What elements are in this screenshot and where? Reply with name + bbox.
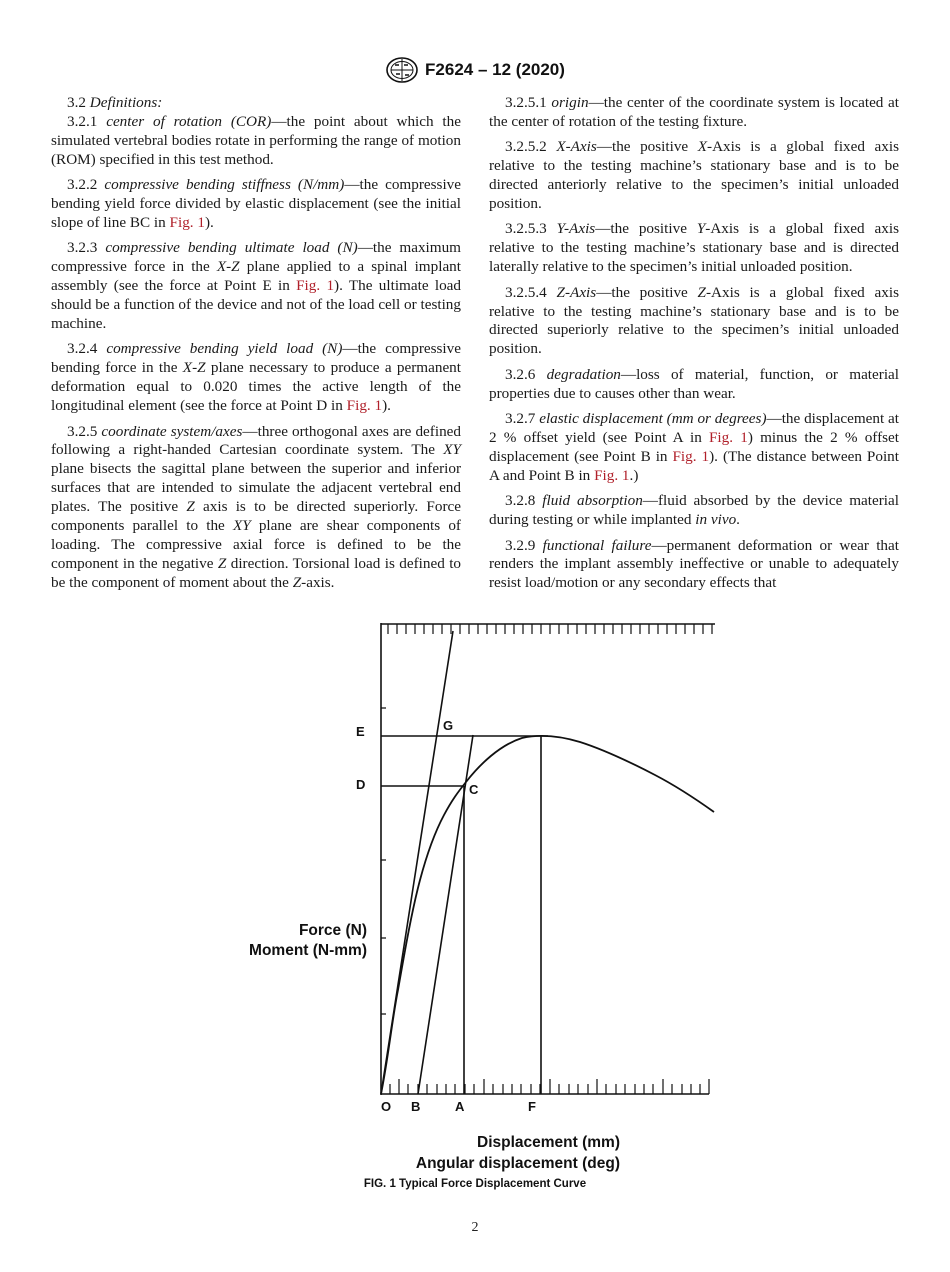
astm-logo-icon bbox=[385, 56, 419, 84]
x-axis-label-displacement: Displacement (mm) bbox=[477, 1134, 620, 1151]
force-displacement-curve bbox=[381, 736, 714, 1094]
paragraph-3-2-5-2: 3.2.5.2 X-Axis—the positive X-Axis is a global fixed axis relative to the testing machine’s stationary base and is to be directed anteriorly relative to the specimen’s initial unloaded position. bbox=[489, 138, 899, 213]
figure-caption: FIG. 1 Typical Force Displacement Curve bbox=[363, 1178, 587, 1190]
paragraph-3-2-6: 3.2.6 degradation—loss of material, function, or material properties due to causes other than wear. bbox=[489, 365, 900, 402]
y-axis-label-force: Force (N) bbox=[298, 922, 367, 939]
label-point-d: D bbox=[356, 777, 366, 792]
paragraph-3-2-5-3: 3.2.5.3 Y-Axis—the positive Y-Axis is a global fixed axis relative to the testing machine’s stationary base and is directed laterally relative to the specimen’s initial unloaded position. bbox=[489, 220, 899, 276]
figure-force-displacement bbox=[226, 615, 726, 1200]
paragraph-3-2: 3.2 Definitions: bbox=[67, 94, 163, 111]
right-column bbox=[489, 94, 899, 600]
fig-1-link[interactable]: Fig. 1 bbox=[672, 447, 710, 465]
fig-1-link[interactable]: Fig. 1 bbox=[169, 213, 205, 231]
label-point-b: B bbox=[411, 1099, 421, 1114]
left-column bbox=[51, 94, 461, 599]
paragraph-3-2-8: 3.2.8 fluid absorption—fluid absorbed by the device material during testing or while implanted in vivo. bbox=[489, 492, 899, 529]
force-displacement-diagram bbox=[226, 615, 726, 1200]
paragraph-3-2-5-1: 3.2.5.1 origin—the center of the coordinate system is located at the center of rotation of the testing fixture. bbox=[489, 94, 900, 130]
x-axis-label-angular: Angular displacement (deg) bbox=[415, 1155, 620, 1172]
x-axis-ticks bbox=[390, 1079, 709, 1094]
document-header bbox=[0, 55, 950, 85]
label-point-f: F bbox=[528, 1099, 536, 1114]
paragraph-3-2-9: 3.2.9 functional failure—permanent deformation or wear that renders the implant assembly ineffective or unable to adequately resist load/motion or any secondary effects that bbox=[489, 536, 899, 592]
label-point-o: O bbox=[381, 1099, 392, 1114]
paragraph-3-2-3: 3.2.3 compressive bending ultimate load (N)—the maximum compressive force in the X-Z plane applied to a spinal implant assembly (see the force at Point E in Fig. 1). The ultimate load should be a function of the device and not of the load cell or testing machine. bbox=[51, 239, 462, 332]
fig-1-link[interactable]: Fig. 1 bbox=[708, 429, 748, 446]
page-number: 2 bbox=[471, 1220, 479, 1235]
label-point-a: A bbox=[455, 1099, 465, 1114]
label-point-e: E bbox=[356, 724, 365, 739]
standard-designation: F2624 – 12 (2020) bbox=[425, 60, 565, 79]
label-point-c: C bbox=[469, 782, 479, 797]
paragraph-3-2-2: 3.2.2 compressive bending stiffness (N/mm)—the compressive bending yield force divided by elastic displacement (see the initial slope of line BC in Fig. 1). bbox=[51, 176, 462, 231]
label-point-g: G bbox=[443, 718, 454, 733]
fig-1-link[interactable]: Fig. 1 bbox=[346, 397, 383, 415]
fig-1-link[interactable]: Fig. 1 bbox=[594, 466, 630, 484]
paragraph-3-2-5: 3.2.5 coordinate system/axes—three orthogonal axes are defined following a right-handed Cartesian coordinate system. The XY plane bisects the sagittal plane between the superior and inferior surfaces that are intended to simulate the adjacent vertebral end plates. The positive Z axis is to be directed superiorly. Force components parallel to the XY plane are shear components of loading. The compressive axial force is defined to be the component in the negative Z direction. Torsional load is defined to be the component of moment about the Z-axis. bbox=[51, 422, 462, 591]
paragraph-3-2-4: 3.2.4 compressive bending yield load (N)—the compressive bending force in the X-Z plane necessary to produce a permanent deformation equal to 0.020 times the active length of the longitudinal element (see the force at Point D in Fig. 1). bbox=[51, 340, 462, 415]
paragraph-3-2-5-4: 3.2.5.4 Z-Axis—the positive Z-Axis is a global fixed axis relative to the testing machine’s stationary base and is to be directed superiorly relative to the specimen’s initial unloaded position. bbox=[489, 283, 899, 358]
y-axis-label-moment: Moment (N-mm) bbox=[249, 942, 367, 959]
paragraph-3-2-1: 3.2.1 center of rotation (COR)—the point about which the simulated vertebral bodies rotate in performing the range of motion (ROM) specified in this test method. bbox=[51, 112, 461, 168]
paragraph-3-2-7: 3.2.7 elastic displacement (mm or degrees)—the displacement at 2 % offset yield (see Point A in Fig. 1) minus the 2 % offset displacement (see Point B in Fig. 1). (The distance between Point A and Point B in Fig. 1.) bbox=[489, 410, 900, 484]
fig-1-link[interactable]: Fig. 1 bbox=[296, 277, 335, 295]
top-axis-ticks bbox=[388, 624, 712, 634]
